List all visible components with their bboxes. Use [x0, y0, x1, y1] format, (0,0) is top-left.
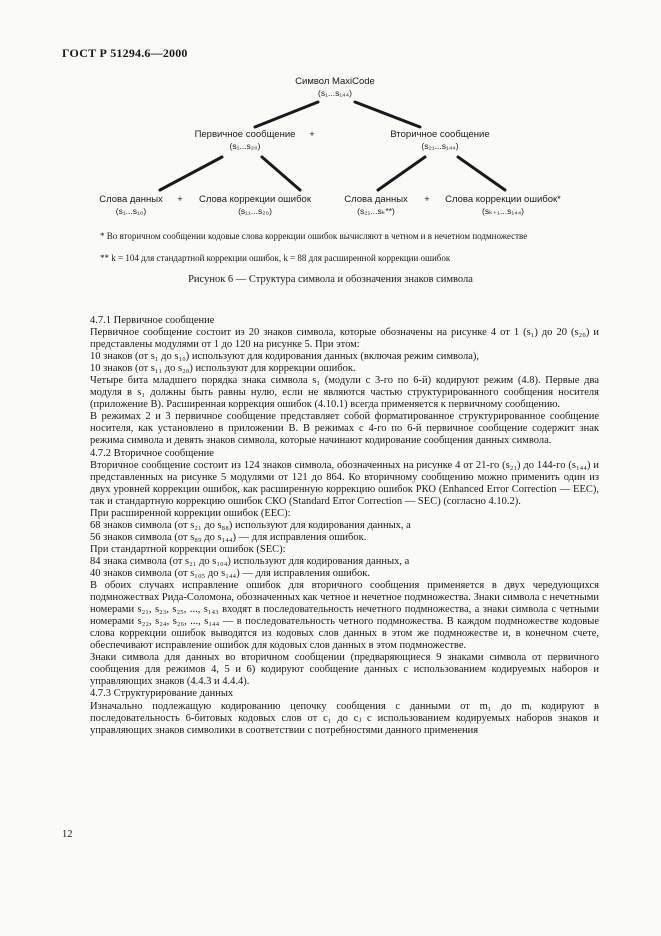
paragraph: 40 знаков символа (от s₁₀₅ до s₁₄₄) — для исправления ошибок.: [90, 567, 370, 579]
root-label: Символ MaxiCode: [295, 76, 375, 87]
edge-primary-ecc: [262, 157, 300, 190]
secondary-label: Вторичное сообщение: [390, 129, 490, 140]
page-number: 12: [62, 829, 73, 840]
primary-data-label: Слова данных: [99, 194, 163, 205]
root-sub: (s₁...s₁₄₄): [318, 88, 352, 98]
document-header: ГОСТ Р 51294.6—2000: [62, 46, 188, 60]
primary-plus: +: [309, 129, 315, 140]
figure-caption: Рисунок 6 — Структура символа и обозначения знаков символа: [188, 274, 473, 285]
secondary-data-label: Слова данных: [344, 194, 408, 205]
secondary-plus: +: [424, 194, 430, 205]
paragraph: 68 знаков символа (от s₂₁ до s₈₈) используют для кодирования данных, а: [90, 519, 411, 531]
paragraph: 84 знака символа (от s₂₁ до s₁₀₄) используют для кодирования данных, а: [90, 555, 410, 567]
footnote-2: ** k = 104 для стандартной коррекции ошибок, k = 88 для расширенной коррекции ошибок: [100, 253, 451, 263]
paragraph: Первичное сообщение состоит из 20 знаков символа, которые обозначены на рисунке 4 от 1 (s₁) до 20 (s₂₀) и представлены модулями от 1 до 120 на рисунке 5. При этом:: [90, 327, 599, 351]
paragraph: 10 знаков (от s₁ до s₁₀) используют для кодирования данных (включая режим символа),: [90, 351, 480, 363]
paragraph: 56 знаков символа (от s₈₉ до s₁₄₄) — для исправления ошибок.: [90, 531, 367, 543]
section-heading-472: 4.7.2 Вторичное сообщение: [90, 447, 214, 459]
body-text: [90, 315, 599, 737]
paragraph: При стандартной коррекции ошибок (SEC):: [90, 543, 286, 555]
paragraph: Вторичное сообщение состоит из 124 знаков символа, обозначенных на рисунке 4 от 21-го (s₂₁) до 144-го (s₁₄₄) и представленных на рисунке 5 модулями от 121 до 864. Ко вторичному сообщению можно применить один из двух уровней коррекции ошибок, как расширенную коррекцию ошибок РКО (Enhanced Error Correction — EEC), так и стандартную коррекцию ошибок СКО (Standard Error Correction — SEC) (согласно 4.10.2).: [90, 459, 599, 507]
primary-ecc-label: Слова коррекции ошибок: [199, 194, 311, 205]
secondary-data-sub: (s₂₁...sₖ**): [357, 206, 395, 216]
paragraph: В обоих случаях исправление ошибок для вторичного сообщения применяется в двух чередующихся подмножествах Рида-Соломона, обозначенных как четное и нечетное подмножества. Знаки символа с нечетными номерами s₂₁, s₂₃, s₂₅, ..., s₁₄₃ входят в последовательность нечетного подмножества, а знаки символа с четными номерами s₂₂, s₂₄, s₂₆, ..., s₁₄₄ — в последовательность четного подмножества. В каждом подмножестве кодовые слова коррекции ошибок выводятся из кодовых слов данных в этом же подмножестве и, в конечном счете, обеспечивают исправление ошибок для кодовых слов данных в этом подмножестве.: [90, 580, 599, 652]
primary-sub: (s₁...s₂₀): [229, 141, 261, 151]
edge-secondary-data: [378, 157, 425, 190]
paragraph: Знаки символа для данных во вторичном сообщении (предваряющиеся 9 знаками символа от первичного сообщения для режимов 4, 5 и 6) кодируют сообщение данных с использованием кодируемых наборов и управляющих знаков (4.4.3 и 4.4.4).: [90, 652, 599, 688]
footnote-1: * Во вторичном сообщении кодовые слова коррекции ошибок вычисляют в четном и в нечетном подмножестве: [100, 231, 528, 241]
edge-secondary-ecc: [458, 157, 505, 190]
secondary-ecc-sub: (sₖ₊₁...s₁₄₄): [481, 206, 525, 216]
primary-ecc-sub: (s₁₁...s₂₀): [238, 206, 272, 216]
primary-data-sub: (s₁...s₁₀): [115, 206, 147, 216]
paragraph: При расширенной коррекции ошибок (EEC):: [90, 507, 291, 519]
secondary-sub: (s₂₁...s₁₄₄): [421, 141, 459, 151]
edge-root-primary: [255, 102, 318, 127]
edge-primary-data: [160, 157, 222, 190]
section-heading-471: 4.7.1 Первичное сообщение: [90, 315, 215, 326]
section-heading-473: 4.7.3 Структурирование данных: [90, 688, 234, 700]
primary-label: Первичное сообщение: [194, 129, 296, 140]
symbol-structure-diagram: [0, 0, 661, 290]
secondary-ecc-label: Слова коррекции ошибок*: [445, 194, 561, 205]
primary-plus-2: +: [177, 194, 183, 205]
paragraph: В режимах 2 и 3 первичное сообщение представляет собой форматированное структурированное сообщение носителя, как установлено в приложении В. В режимах с 4-го по 6-й первичное сообщение содержит знак режима символа и девять знаков символа, которые начинают кодирование сообщения данных символа.: [90, 411, 599, 447]
paragraph: 10 знаков (от s₁₁ до s₂₀) используют для коррекции ошибок.: [90, 363, 356, 375]
edge-root-secondary: [355, 102, 420, 127]
paragraph: Четыре бита младшего порядка знака символа s₁ (модули с 3-го по 6-й) кодируют режим (4.8). Первые два модуля в s₁ должны быть равны нулю, если не являются частью структурированного сообщения носителя (приложение В). Расширенная коррекция ошибок (4.10.1) всегда применяется к первичному сообщению.: [90, 375, 599, 411]
paragraph: Изначально подлежащую кодированию цепочку сообщения с данными от m₁ до mᵢ кодируют в последовательность 6-битовых кодовых слов от c₁ до cⱼ с использованием кодируемых наборов знаков и управляющих знаков символики в соответствии с потребностями данного применения: [90, 700, 599, 736]
